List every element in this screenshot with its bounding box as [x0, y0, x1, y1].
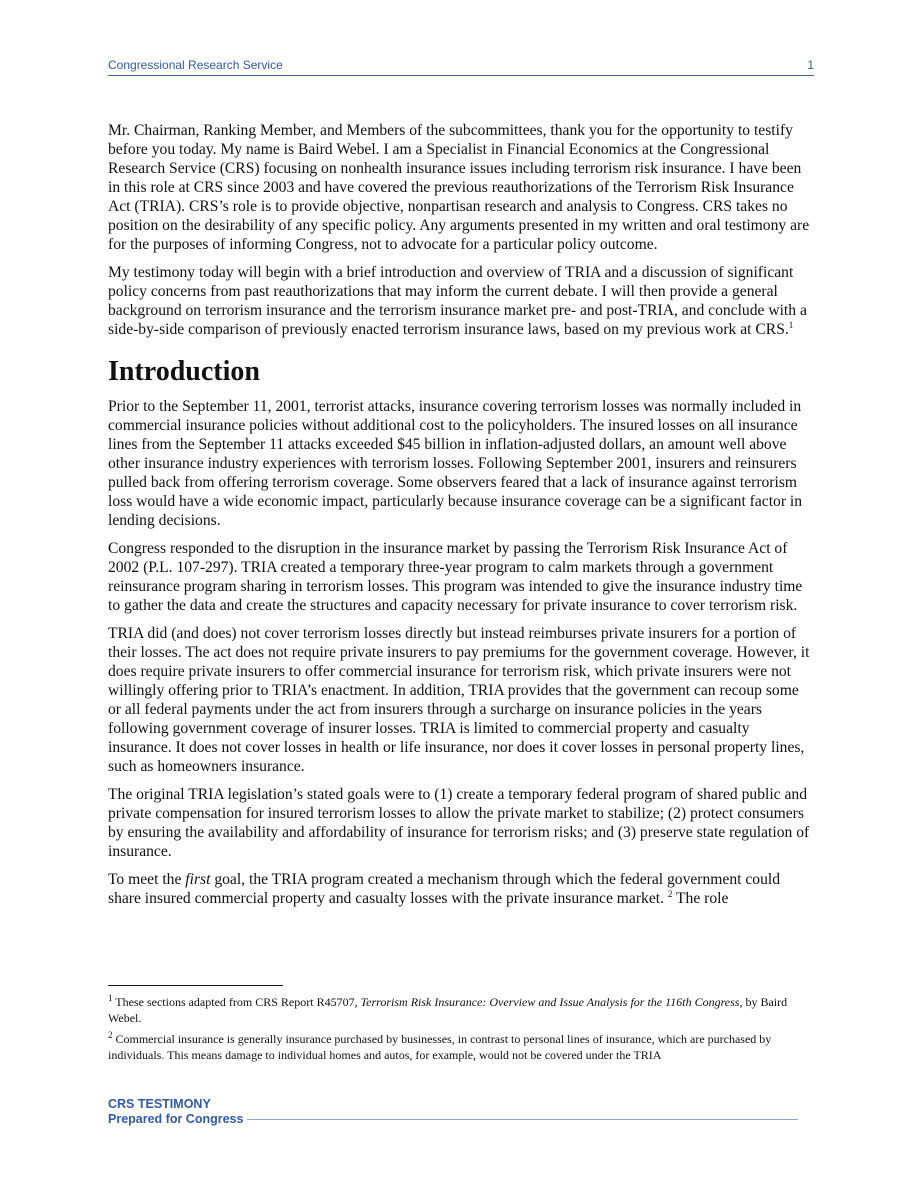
page-header [108, 58, 814, 76]
footnote-ref-2[interactable]: 2 [667, 888, 673, 899]
footnote-separator [108, 985, 283, 986]
header-org-name: Congressional Research Service [108, 58, 283, 72]
footnote-1: $^1$ These sections adapted from CRS Report R45707, Terrorism Risk Insurance: Overview and Issue Analysis for the 116th Congress, by Baird Webel. [108, 993, 788, 1025]
paragraph-tria-goals: The original TRIA legislation’s stated goals were to (1) create a temporary federal program of shared public and private compensation for insured terrorism losses to allow the private market to stabilize; (2) protect consumers by ensuring the availability and affordability of insurance for terrorism risks; and (3) preserve state regulation of insurance. [108, 786, 810, 860]
footer-rule [247, 1119, 798, 1120]
footnotes [108, 994, 814, 1068]
footnote-number: 1 [108, 993, 113, 1003]
paragraph-pre-911: Prior to the September 11, 2001, terrorist attacks, insurance covering terrorism losses was normally included in commercial insurance policies without additional cost to the policyholders. The insured losses on all insurance lines from the September 11 attacks exceeded $45 billion in inflation-adjusted dollars, an amount well above other insurance industry experiences with terrorism losses. Following September 2001, insurers and reinsurers pulled back from offering terrorism coverage. Some observers feared that a lack of insurance against terrorism loss would have a wide economic impact, particularly because insurance coverage can be a significant factor in lending decisions. [108, 398, 803, 529]
paragraph-intro-remarks: Mr. Chairman, Ranking Member, and Members of the subcommittees, thank you for the opportunity to testify before you today. My name is Baird Webel. I am a Specialist in Financial Economics at the Congressional Research Service (CRS) focusing on nonhealth insurance issues including terrorism risk insurance. I have been in this role at CRS since 2003 and have covered the previous reauthorizations of the Terrorism Risk Insurance Act (TRIA). CRS’s role is to provide objective, nonpartisan research and analysis to Congress. CRS takes no position on the desirability of any specific policy. Any arguments presented in my written and oral testimony are for the purposes of informing Congress, not to advocate for a particular policy outcome. [108, 122, 810, 253]
emphasis-first: first [185, 871, 211, 888]
document-body [108, 121, 814, 917]
paragraph-text: My testimony today will begin with a brief introduction and overview of TRIA and a discussion of significant policy concerns from past reauthorizations that may inform the current debate. I will then provide a general background on terrorism insurance and the terrorism insurance market pre- and post-TRIA, and conclude with a side-by-side comparison of previously enacted terrorism insurance laws, based on my previous work at CRS. [108, 264, 807, 338]
report-title: Terrorism Risk Insurance: Overview and Issue Analysis for the 116th Congress [360, 995, 740, 1009]
section-heading-introduction: Introduction [108, 356, 260, 387]
paragraph-congress-response: Congress responded to the disruption in the insurance market by passing the Terrorism Risk Insurance Act of 2002 (P.L. 107-297). TRIA created a temporary three-year program to calm markets through a government reinsurance program sharing in terrorism losses. This program was intended to give the insurance industry time to gather the data and create the structures and capacity necessary for private insurance to cover terrorism risk. [108, 540, 803, 614]
header-page-number: 1 [807, 58, 814, 72]
footnote-ref-1[interactable]: 1 [788, 319, 794, 330]
paragraph-first-goal: To meet the first goal, the TRIA program created a mechanism through which the federal government could share insured commercial property and casualty losses with the private insurance market. $^2$ The role [108, 871, 780, 907]
footer-line-2: Prepared for Congress [108, 1112, 798, 1127]
footer-line-1: CRS TESTIMONY [108, 1097, 211, 1111]
paragraph-tria-mechanics: TRIA did (and does) not cover terrorism losses directly but instead reimburses private insurers for a portion of their losses. The act does not require private insurers to pay premiums for the government coverage. However, it does require private insurers to offer commercial insurance for terrorism risk, which private insurers were not willingly offering prior to TRIA’s enactment. In addition, TRIA provides that the government can recoup some or all federal payments under the act from insurers through a surcharge on insurance policies in the years following government coverage of insurer losses. TRIA is limited to commercial property and casualty insurance. It does not cover losses in health or life insurance, nor does it cover losses in personal property lines, such as homeowners insurance. [108, 625, 810, 775]
footnote-number: 2 [108, 1030, 113, 1040]
paragraph-testimony-outline [108, 263, 814, 339]
footnote-2: $^2$ Commercial insurance is generally insurance purchased by businesses, in contrast to personal lines of insurance, which are purchased by individuals. This means damage to individual homes and autos, for example, would not be covered under the TRIA [108, 1030, 772, 1062]
page-footer [108, 1097, 798, 1127]
